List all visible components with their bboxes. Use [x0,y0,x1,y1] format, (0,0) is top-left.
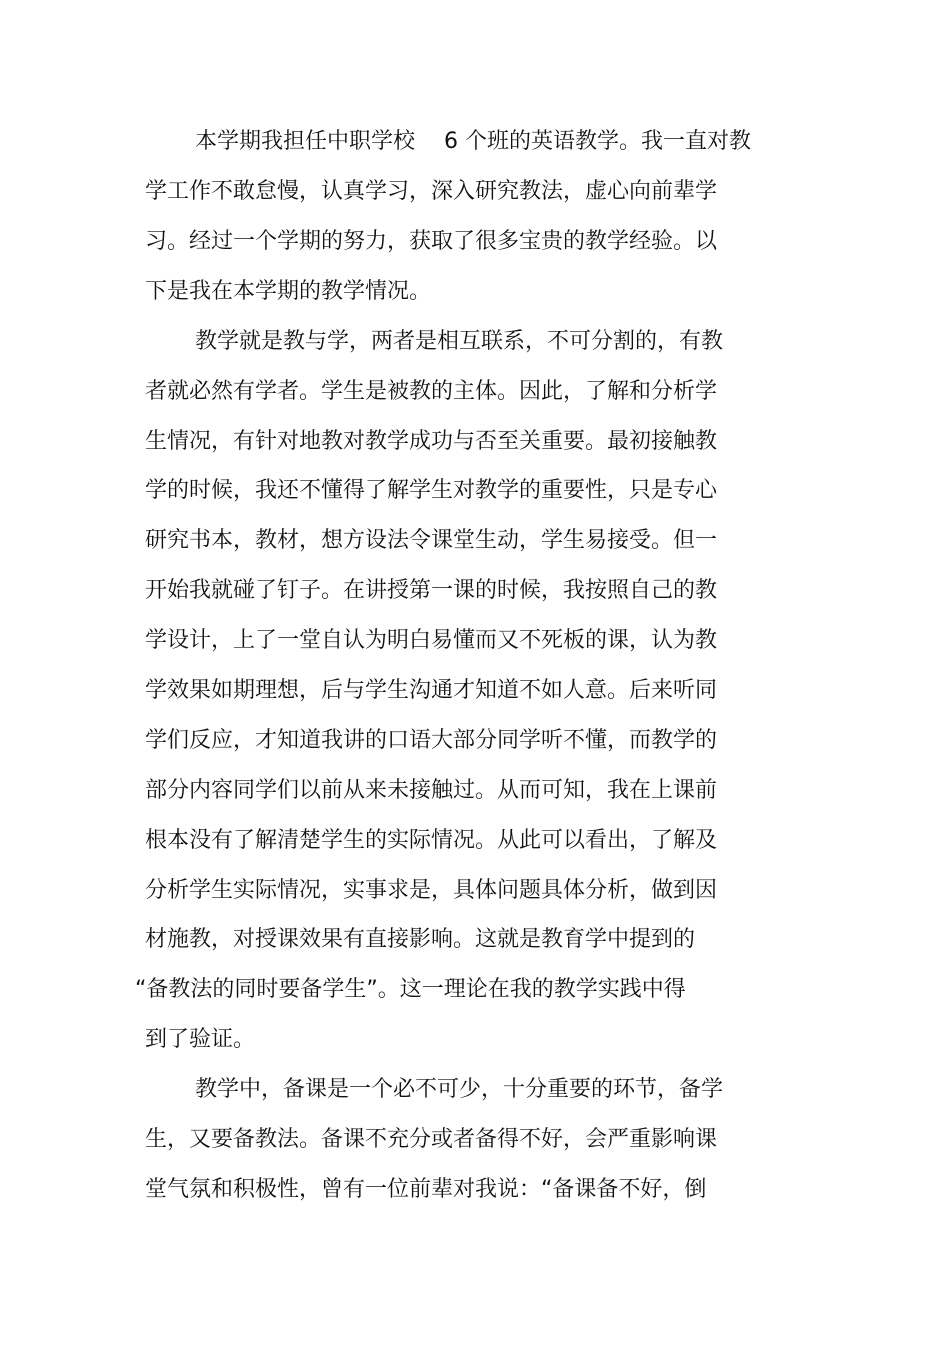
text-line: 学的时候，我还不懂得了解学生对教学的重要性，只是专心 [145,478,718,503]
text-line: 习。经过一个学期的努力，获取了很多宝贵的教学经验。以 [145,229,718,254]
text-line: 开始我就碰了钉子。在讲授第一课的时候，我按照自己的教 [145,578,718,603]
text-line: 学们反应，才知道我讲的口语大部分同学听不懂，而教学的 [145,728,718,753]
text-line: 学设计，上了一堂自认为明白易懂而又不死板的课，认为教 [145,628,718,653]
text-line: 下是我在本学期的教学情况。 [145,279,432,304]
text-line: 学工作不敢怠慢，认真学习，深入研究教法，虚心向前辈学 [145,179,718,204]
text-line: 部分内容同学们以前从来未接触过。从而可知，我在上课前 [145,778,718,803]
text-line: “备教法的同时要备学生”。这一理论在我的教学实践中得 [135,977,686,1002]
text-line: 教学就是教与学，两者是相互联系，不可分割的，有教 [195,329,724,354]
text-line: 者就必然有学者。学生是被教的主体。因此，了解和分析学 [145,379,718,404]
text-line: 教学中，备课是一个必不可少，十分重要的环节，备学 [195,1077,724,1102]
text-line: 生情况，有针对地教对教学成功与否至关重要。最初接触教 [145,429,718,454]
text-line: 材施教，对授课效果有直接影响。这就是教育学中提到的 [145,927,696,952]
text-line: 根本没有了解清楚学生的实际情况。从此可以看出，了解及 [145,828,718,853]
text-line: 到了验证。 [145,1027,256,1052]
text-line: 研究书本，教材，想方设法令课堂生动，学生易接受。但一 [145,528,718,553]
text-line: 堂气氛和积极性，曾有一位前辈对我说：“备课备不好，倒 [145,1177,707,1202]
text-line: 生，又要备教法。备课不充分或者备得不好，会严重影响课 [145,1127,718,1152]
text-line: 学效果如期理想，后与学生沟通才知道不如人意。后来听同 [145,678,718,703]
text-line: 本学期我担任中职学校 6 个班的英语教学。我一直对教 [195,129,751,154]
text-line: 分析学生实际情况，实事求是，具体问题具体分析，做到因 [145,878,718,903]
